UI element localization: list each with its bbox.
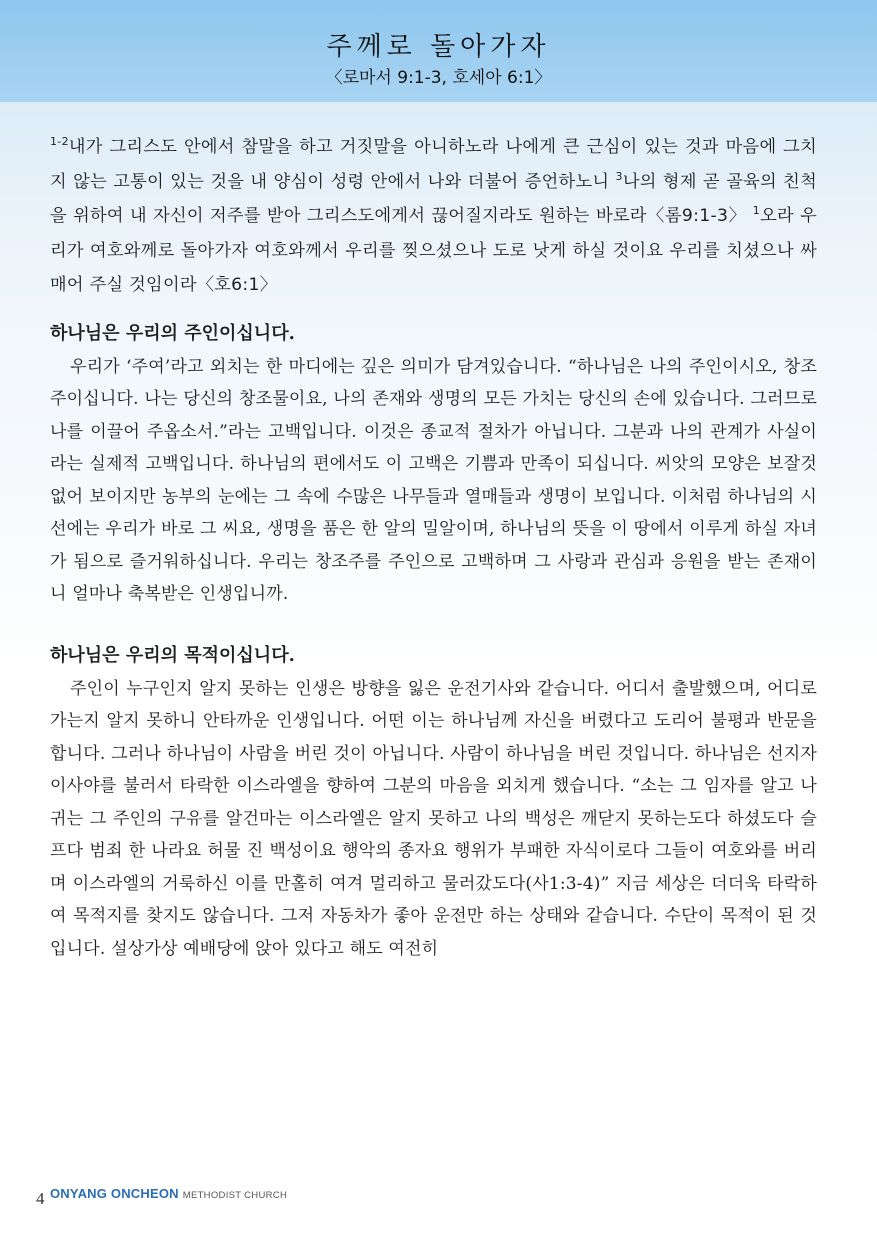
section-heading: 하나님은 우리의 목적이십니다. <box>50 644 295 666</box>
church-logo <box>50 1185 287 1203</box>
church-subtitle: METHODIST CHURCH <box>182 1190 288 1201</box>
verse-number: 1-2 <box>50 135 69 148</box>
church-name: ONYANG ONCHEON <box>50 1186 179 1201</box>
section-heading: 하나님은 우리의 주인이십니다. <box>50 322 295 344</box>
verse-number: 1 <box>752 204 761 217</box>
verse-text: 오라 우리가 여호와께로 돌아가자 여호와께서 우리를 찢으셨으나 도로 낫게 하실 것이요 우리를 치셨으나 싸매어 주실 것임이라〈호6:1〉 <box>50 206 817 295</box>
scripture-passage <box>50 130 817 303</box>
scripture-reference: 〈로마서 9:1-3, 호세아 6:1〉 <box>325 68 552 88</box>
page-footer <box>36 1185 436 1211</box>
page-header <box>0 0 877 102</box>
verse-text: 내가 그리스도 안에서 참말을 하고 거짓말을 아니하노라 나에게 큰 근심이 있는 것과 마음에 그치지 않는 고통이 있는 것을 내 양심이 성령 안에서 나와 더불어 증언하노니 <box>50 137 817 192</box>
page-content <box>50 130 817 965</box>
section-body: 우리가 ‘주여’라고 외치는 한 마디에는 깊은 의미가 담겨있습니다. “하나님은 나의 주인이시오, 창조주이십니다. 나는 당신의 창조물이요, 나의 존재와 생명의 모든 가치는 당신의 손에 있습니다. 그러므로 나를 이끌어 주옵소서.”라는 고백입니다. 이것은 종교적 절차가 아닙니다. 그분과 나의 관계가 사실이라는 실제적 고백입니다. 하나님의 편에서도 이 고백은 기쁨과 만족이 되십니다. 씨앗의 모양은 보잘것없어 보이지만 농부의 눈에는 그 속에 수많은 나무들과 열매들과 생명이 보입니다. 이처럼 하나님의 시선에는 우리가 바로 그 씨요, 생명을 품은 한 알의 밀알이며, 하나님의 뜻을 이 땅에서 이루게 하실 자녀가 됨으로 즐거워하십니다. 우리는 창조주를 주인으로 고백하며 그 사랑과 관심과 응원을 받는 존재이니 얼마나 축복받은 인생입니까. <box>50 356 817 604</box>
section-body: 주인이 누구인지 알지 못하는 인생은 방향을 잃은 운전기사와 같습니다. 어디서 출발했으며, 어디로 가는지 알지 못하니 안타까운 인생입니다. 어떤 이는 하나님께 자신을 버렸다고 도리어 불평과 반문을 합니다. 그러나 하나님이 사람을 버린 것이 아닙니다. 사람이 하나님을 버린 것입니다. 하나님은 선지자 이사야를 불러서 타락한 이스라엘을 향하여 그분의 마음을 외치게 했습니다. “소는 그 임자를 알고 나귀는 그 주인의 구유를 알건마는 이스라엘은 알지 못하고 나의 백성은 깨닫지 못하는도다 하셨도다 슬프다 범죄 한 나라요 허물 진 백성이요 행악의 종자요 행위가 부패한 자식이로다 그들이 여호와를 버리며 이스라엘의 거룩하신 이를 만홀히 여겨 멀리하고 물러갔도다(사1:3-4)” 지금 세상은 더더욱 타락하여 목적지를 찾지도 않습니다. 그저 자동차가 좋아 운전만 하는 상태와 같습니다. 수단이 목적이 된 것입니다. 설상가상 예배당에 앉아 있다고 해도 여전히 <box>50 678 817 959</box>
page-number: 4 <box>36 1189 45 1208</box>
verse-text: 나의 형제 곧 골육의 친척을 위하여 내 자신이 저주를 받아 그리스도에게서 끊어질지라도 원하는 바로라〈롬9:1-3〉 <box>50 171 817 226</box>
verse-number: 3 <box>615 169 623 183</box>
page-title: 주께로 돌아가자 <box>326 32 551 62</box>
